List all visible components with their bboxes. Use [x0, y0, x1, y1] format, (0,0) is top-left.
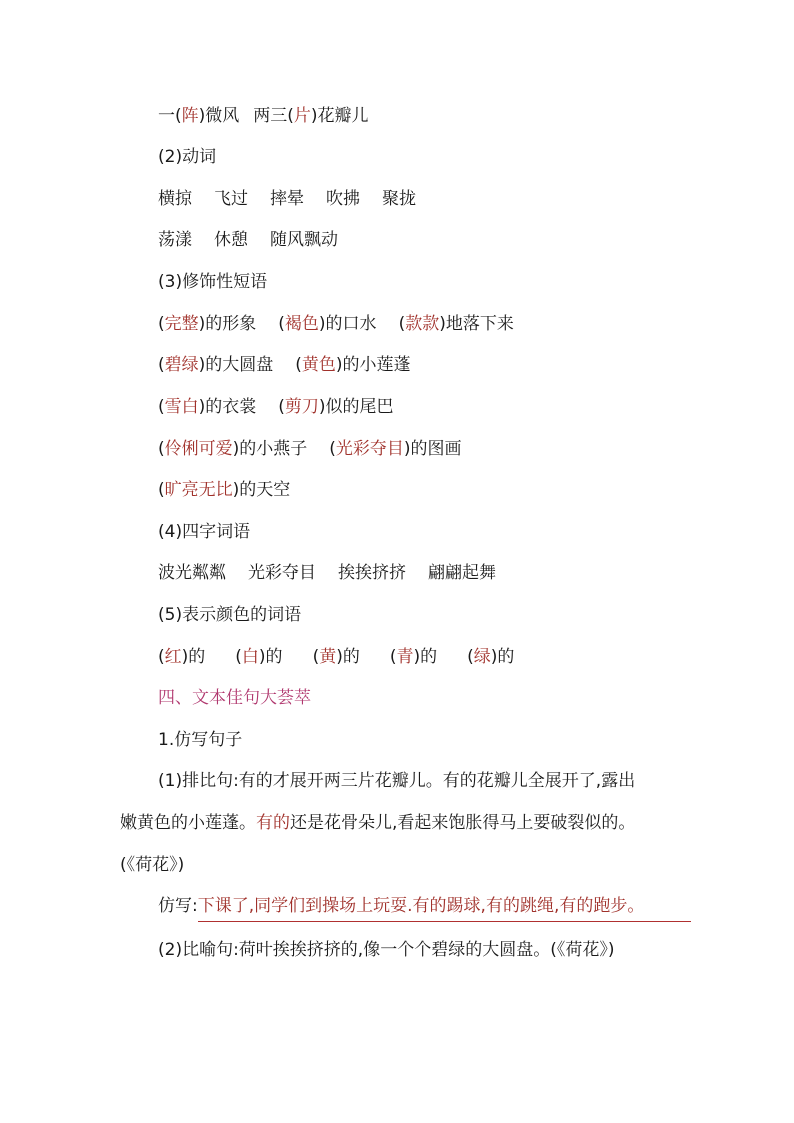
modifiers-row-1: (完整)的形象 (褐色)的口水 (款款)地落下来 [158, 314, 514, 334]
text: )的 [181, 647, 206, 667]
answer-fill: 剪刀 [284, 397, 319, 417]
answer-fill: 片 [293, 106, 311, 126]
text: )的 [336, 647, 360, 667]
answer-fill: 完整 [164, 314, 199, 334]
text: )地落下来 [439, 314, 514, 334]
word: 吹拂 [326, 189, 360, 209]
word: 横掠 [158, 189, 192, 209]
word: 翩翩起舞 [428, 563, 496, 583]
subsection-heading: 1.仿写句子 [158, 730, 243, 750]
paragraph-line: (2)比喻句:荷叶挨挨挤挤的,像一个个碧绿的大圆盘。(《荷花》) [158, 940, 615, 960]
imitate-line [158, 895, 691, 922]
paragraph-line: (1)排比句:有的才展开两三片花瓣儿。有的花瓣儿全展开了,露出 [158, 771, 636, 791]
answer-fill: 褐色 [284, 314, 319, 334]
text: )似的尾巴 [318, 397, 394, 417]
text: )微风 [198, 106, 240, 126]
answer-fill: 碧绿 [164, 355, 199, 375]
verbs-row-1 [158, 188, 416, 210]
text: 嫩黄色的小莲蓬。 [120, 813, 256, 833]
answer-fill: 伶俐可爱 [164, 439, 233, 459]
text: )的小莲蓬 [335, 355, 411, 375]
word: 飞过 [214, 189, 248, 209]
answer-fill: 黄色 [301, 355, 336, 375]
section-title: 四、文本佳句大荟萃 [158, 688, 311, 708]
text: )花瓣儿 [310, 106, 369, 126]
paragraph-line: (《荷花》) [120, 855, 185, 875]
verbs-row-2 [158, 229, 338, 251]
word: 光彩夺目 [248, 563, 316, 583]
idioms-heading: (4)四字词语 [158, 522, 251, 542]
idioms-row [158, 562, 496, 584]
text: )的 [490, 647, 515, 667]
word: 波光粼粼 [158, 563, 226, 583]
answer-fill: 阵 [181, 106, 199, 126]
text: )的天空 [232, 480, 291, 500]
modifiers-row-4: (伶俐可爱)的小燕子 (光彩夺目)的图画 [158, 439, 462, 459]
answer-fill: 光彩夺目 [335, 439, 404, 459]
text: )的大圆盘 [198, 355, 274, 375]
word: 休憩 [214, 230, 248, 250]
text: 两三( [253, 106, 294, 126]
text: )的 [258, 647, 283, 667]
colors-heading: (5)表示颜色的词语 [158, 605, 302, 625]
text: )的口水 [318, 314, 377, 334]
colors-row: (红)的 (白)的 (黄)的 (青)的 (绿)的 [158, 647, 515, 667]
imitate-label: 仿写: [158, 896, 198, 916]
word: 摔晕 [270, 189, 304, 209]
answer-fill: 黄 [319, 647, 337, 667]
text: )的衣裳 [198, 397, 257, 417]
verbs-heading: (2)动词 [158, 147, 217, 167]
text: )的形象 [198, 314, 257, 334]
text: 一( [158, 106, 182, 126]
answer-fill: 旷亮无比 [164, 480, 233, 500]
text: )的图画 [403, 439, 462, 459]
modifiers-row-2: (碧绿)的大圆盘 (黄色)的小莲蓬 [158, 355, 411, 375]
word: 荡漾 [158, 230, 192, 250]
word: 挨挨挤挤 [338, 563, 406, 583]
answer-fill: 红 [164, 647, 182, 667]
modifiers-row-5: (旷亮无比)的天空 [158, 480, 291, 500]
text: )的小燕子 [232, 439, 308, 459]
text: )的 [413, 647, 438, 667]
text: 还是花骨朵儿,看起来饱胀得马上要破裂似的。 [290, 813, 636, 833]
answer-fill: 青 [396, 647, 414, 667]
word: 聚拢 [382, 189, 416, 209]
modifiers-heading: (3)修饰性短语 [158, 272, 268, 292]
answer-fill: 白 [241, 647, 259, 667]
imitate-answer: 下课了,同学们到操场上玩耍.有的踢球,有的跳绳,有的跑步。 [198, 895, 691, 922]
highlight-text: 有的 [256, 813, 290, 833]
answer-fill: 雪白 [164, 397, 199, 417]
word: 随风飘动 [270, 230, 338, 250]
answer-fill: 绿 [473, 647, 491, 667]
measure-words-line [158, 105, 369, 127]
answer-fill: 款款 [405, 314, 440, 334]
paragraph-line [120, 812, 635, 834]
modifiers-row-3: (雪白)的衣裳 (剪刀)似的尾巴 [158, 397, 394, 417]
